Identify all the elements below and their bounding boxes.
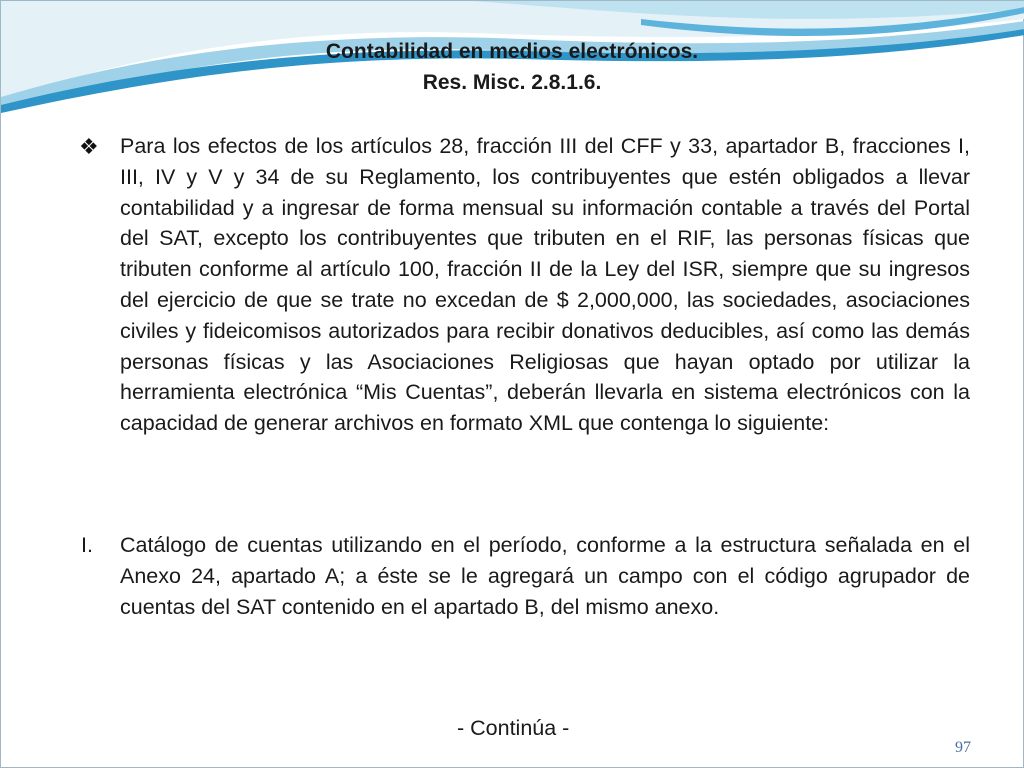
slide-title: Contabilidad en medios electrónicos. — [325, 40, 699, 63]
page-number: 97 — [955, 739, 971, 756]
list-item-marker: I. — [81, 533, 93, 557]
list-item-text: Catálogo de cuentas utilizando en el período, conforme a la estructura señalada en el Anexo 24, apartado A; a éste se le agregará un campo con el código agrupador de cuentas del SAT contenido en el apartado B, del mismo anexo. — [120, 533, 970, 619]
main-paragraph: Para los efectos de los artículos 28, fracción III del CFF y 33, apartador B, fracciones I, III, IV y V y 34 de su Reglamento, los contribuyentes que estén obligados a llevar contabilidad y a ingresar de forma mensual su información contable a través del Portal del SAT, excepto los contribuyentes que tributen en el RIF, las personas físicas que tributen conforme al artículo 100, fracción II de la Ley del ISR, siempre que su ingresos del ejercicio de que se trate no excedan de $ 2,000,000, las sociedades, asociaciones civiles y fideicomisos autorizados para recibir donativos deducibles, así como las demás personas físicas y las Asociaciones Religiosas que hayan optado por utilizar la herramienta electrónica “Mis Cuentas”, deberán llevarla en sistema electrónicos con la capacidad de generar archivos en formato XML que contenga lo siguiente: — [120, 134, 970, 436]
four-diamond-bullet-icon: ❖ — [79, 134, 99, 159]
continua-label: - Continúa - — [457, 716, 570, 740]
slide-subtitle: Res. Misc. 2.8.1.6. — [422, 71, 602, 94]
